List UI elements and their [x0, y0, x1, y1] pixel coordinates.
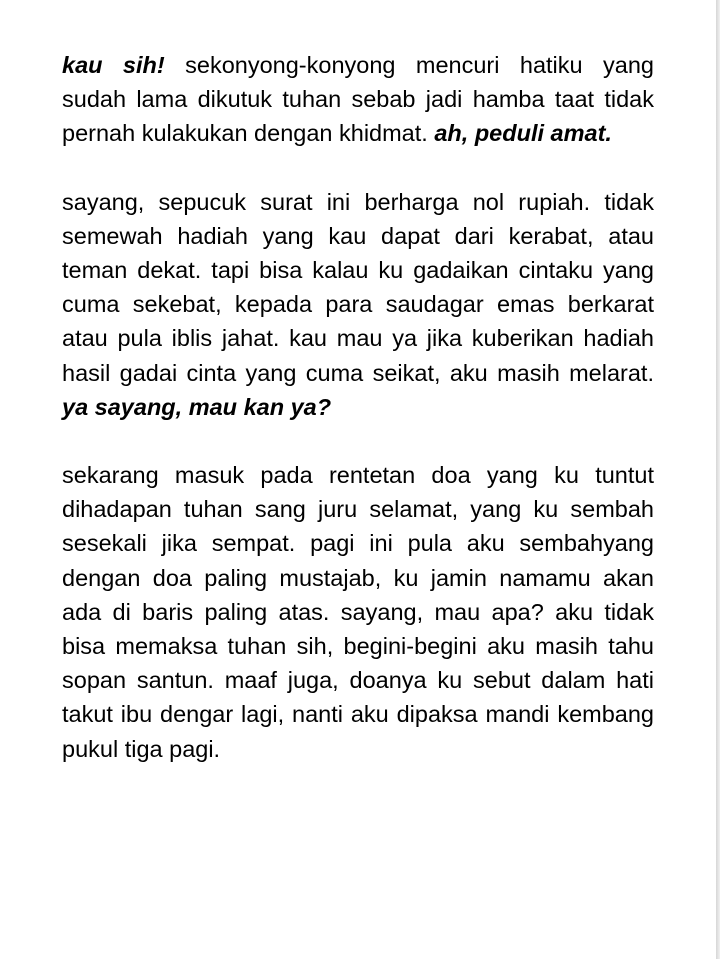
body-text: sekonyong-konyong mencuri hatiku yang sudah lama dikutuk tuhan sebab jadi hamba taat tidak pernah kulakukan dengan khidmat. — [62, 52, 654, 147]
emphasis-text: ya sayang, mau kan ya? — [62, 393, 332, 420]
paragraph-2 — [62, 185, 654, 424]
paragraph-3 — [62, 458, 654, 766]
body-text: sayang, sepucuk surat ini berharga nol rupiah. tidak semewah hadiah yang kau dapat dari kerabat, atau teman dekat. tapi bisa kalau ku gadaikan cintaku yang cuma sekebat, kepada para saudagar emas berkarat atau pula iblis jahat. kau mau ya jika kuberikan hadiah hasil gadai cinta yang cuma seikat, aku masih melarat. — [62, 188, 654, 386]
emphasis-text: ah, peduli amat. — [434, 120, 612, 147]
paragraph-1 — [62, 48, 654, 151]
body-text: sekarang masuk pada rentetan doa yang ku tuntut dihadapan tuhan sang juru selamat, yang ku sembah sesekali jika sempat. pagi ini pula aku sembahyang dengan doa paling mustajab, ku jamin namamu akan ada di baris paling atas. sayang, mau apa? aku tidak bisa memaksa tuhan sih, begini-begini aku masih tahu sopan santun. maaf juga, doanya ku sebut dalam hati takut ibu dengar lagi, nanti aku dipaksa mandi kembang pukul tiga pagi. — [62, 462, 654, 762]
emphasis-text: kau sih! — [62, 52, 165, 78]
